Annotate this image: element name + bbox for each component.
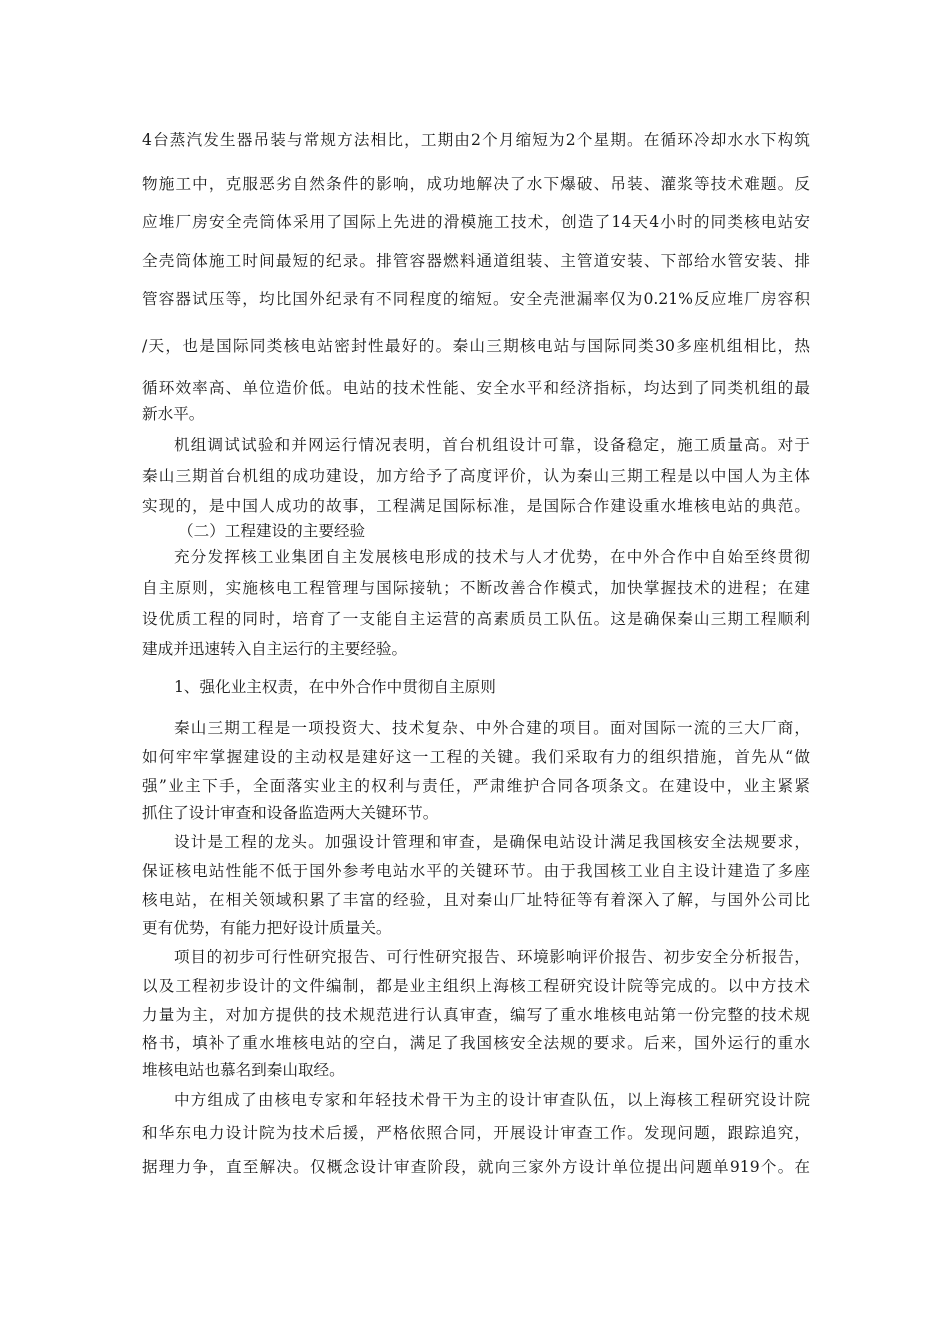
- body-text-line: 循环效率高、单位造价低。电站的技术性能、安全水平和经济指标，均达到了同类机组的最: [142, 379, 810, 397]
- body-text-line: 秦山三期首台机组的成功建设，加方给予了高度评价，认为秦山三期工程是以中国人为主体: [142, 467, 810, 485]
- body-text-line: 建成并迅速转入自主运行的主要经验。: [142, 640, 408, 658]
- body-text-line: 设计是工程的龙头。加强设计管理和审查，是确保电站设计满足我国核安全法规要求，: [174, 833, 810, 851]
- body-text-line: 设优质工程的同时，培育了一支能自主运营的高素质员工队伍。这是确保秦山三期工程顺利: [142, 610, 810, 628]
- body-text-line: 据理力争，直至解决。仅概念设计审查阶段，就向三家外方设计单位提出问题单919个。在: [142, 1158, 810, 1176]
- body-text-line: 以及工程初步设计的文件编制，都是业主组织上海核工程研究设计院等完成的。以中方技术: [142, 977, 810, 995]
- body-text-line: 保证核电站性能不低于国外参考电站水平的关键环节。由于我国核工业自主设计建造了多座: [142, 862, 810, 880]
- body-text-line: 如何牢牢掌握建设的主动权是建好这一工程的关键。我们采取有力的组织措施，首先从“做: [142, 748, 810, 766]
- body-text-line: 和华东电力设计院为技术后援，严格依照合同，开展设计审查工作。发现问题，跟踪追究，: [142, 1124, 810, 1142]
- body-text-line: 充分发挥核工业集团自主发展核电形成的技术与人才优势，在中外合作中自始至终贯彻: [174, 548, 810, 566]
- body-text-line: 应堆厂房安全壳筒体采用了国际上先进的滑模施工技术，创造了14天4小时的同类核电站安: [142, 213, 810, 231]
- body-text-line: 管容器试压等，均比国外纪录有不同程度的缩短。安全壳泄漏率仅为0.21%反应堆厂房容积: [142, 290, 810, 308]
- body-text-line: 力量为主，对加方提供的技术规范进行认真审查，编写了重水堆核电站第一份完整的技术规: [142, 1006, 810, 1024]
- body-text-line: 核电站，在相关领域积累了丰富的经验，且对秦山厂址特征等有着深入了解，与国外公司比: [142, 891, 810, 909]
- body-text-line: 全壳筒体施工时间最短的纪录。排管容器燃料通道组装、主管道安装、下部给水管安装、排: [142, 252, 810, 270]
- body-text-line: 中方组成了由核电专家和年轻技术骨干为主的设计审查队伍，以上海核工程研究设计院: [174, 1091, 810, 1109]
- subsection-heading: 1、强化业主权责，在中外合作中贯彻自主原则: [174, 678, 496, 696]
- body-text-line: 项目的初步可行性研究报告、可行性研究报告、环境影响评价报告、初步安全分析报告，: [174, 948, 810, 966]
- body-text-line: 物施工中，克服恶劣自然条件的影响，成功地解决了水下爆破、吊装、灌浆等技术难题。反: [142, 175, 810, 193]
- body-text-line: 新水平。: [142, 405, 205, 423]
- body-text-line: 更有优势，有能力把好设计质量关。: [142, 919, 392, 937]
- body-text-line: 强”业主下手，全面落实业主的权利与责任，严肃维护合同各项条文。在建设中，业主紧紧: [142, 777, 810, 795]
- body-text-line: 抓住了设计审查和设备监造两大关键环节。: [142, 804, 439, 822]
- body-text-line: /天，也是国际同类核电站密封性最好的。秦山三期核电站与国际同类30多座机组相比，热: [142, 337, 810, 355]
- body-text-line: 堆核电站也慕名到秦山取经。: [142, 1061, 345, 1079]
- body-text-line: 格书，填补了重水堆核电站的空白，满足了我国核安全法规的要求。后来，国外运行的重水: [142, 1034, 810, 1052]
- section-heading: （二）工程建设的主要经验: [178, 522, 366, 540]
- body-text-line: 机组调试试验和并网运行情况表明，首台机组设计可靠，设备稳定，施工质量高。对于: [174, 436, 810, 454]
- body-text-line: 实现的，是中国人成功的故事，工程满足国际标准，是国际合作建设重水堆核电站的典范。: [142, 497, 810, 515]
- body-text-line: 秦山三期工程是一项投资大、技术复杂、中外合建的项目。面对国际一流的三大厂商，: [174, 719, 810, 737]
- body-text-line: 自主原则，实施核电工程管理与国际接轨；不断改善合作模式，加快掌握技术的进程；在建: [142, 579, 810, 597]
- body-text-line: 4台蒸汽发生器吊装与常规方法相比，工期由2个月缩短为2个星期。在循环冷却水水下构筑: [142, 131, 810, 149]
